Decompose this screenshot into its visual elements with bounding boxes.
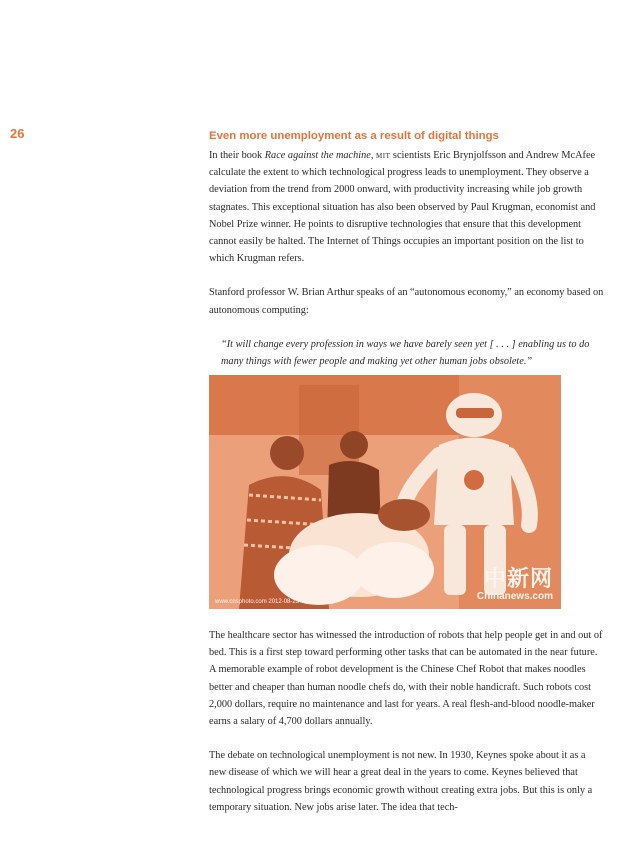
- paragraph-text: In their book: [209, 150, 265, 161]
- photo-credit: www.cnsphoto.com 2012-08-23: [215, 599, 300, 605]
- watermark-chinese: 中新网: [483, 566, 553, 591]
- paragraph-keynes: The debate on technological unemployment is not new. In 1930, Keynes spoke about it as a new disease of which we will hear a great deal in the years to come. Keynes believed that technological progress brings economic growth without creating extra jobs. But this is only a temporary situation. New jobs arise later. The idea that tech-: [209, 750, 593, 813]
- lower-text-column: [209, 627, 604, 816]
- page-number: 26: [10, 126, 25, 141]
- paragraph-brynjolfsson: [209, 147, 604, 267]
- photo-watermark: [477, 567, 553, 603]
- paragraph-text: scientists Eric Brynjolfsson and Andrew McAfee calculate the extent to which technological progress leads to unemployment. They observe a deviation from the trend from 2000 onward, with productivity increasing while job growth stagnates. This exceptional situation has also been observed by Paul Krugman, economist and Nobel Prize winner. He points to disruptive technologies that ensure that this development cannot easily be halted. The Internet of Things occupies an important position on the list to which Krugman refers.: [209, 150, 596, 265]
- watermark-site: Chinanews.com: [476, 591, 553, 602]
- main-text-column: [209, 128, 604, 370]
- block-quote: “It will change every profession in ways we have barely seen yet [ . . . ] enabling us to do many things with fewer people and making yet other human jobs obsolete.”: [221, 338, 590, 368]
- paragraph-arthur: Stanford professor W. Brian Arthur speaks of an “autonomous economy,” an economy based on autonomous computing:: [209, 287, 604, 316]
- chef-robot-photo: [209, 375, 561, 609]
- paragraph-text: ,: [370, 150, 377, 161]
- org-abbreviation: mit: [376, 150, 391, 161]
- paragraph-healthcare: The healthcare sector has witnessed the introduction of robots that help people get in and out of bed. This is a first step toward performing other tasks that can be automated in the near future. A memorable example of robot development is the Chinese Chef Robot that makes noodles better and cheaper than human noodle chefs do, with their noble handicraft. Such robots cost 2,000 dollars, require no maintenance and last for years. A real flesh-and-blood noodle-maker earns a salary of 4,700 dollars annually.: [209, 630, 603, 728]
- book-title: Race against the machine: [264, 150, 371, 161]
- section-heading: Even more unemployment as a result of digital things: [209, 130, 499, 142]
